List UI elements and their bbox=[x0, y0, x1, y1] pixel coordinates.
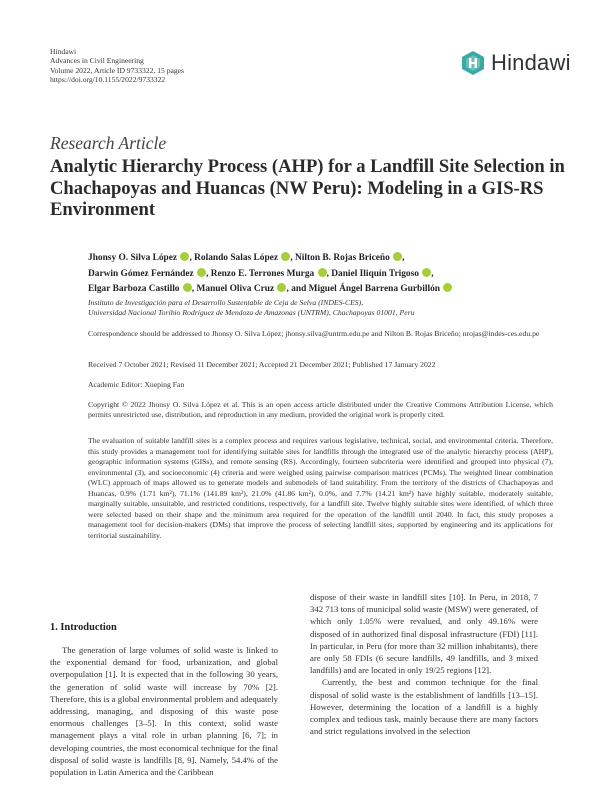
publisher-name: Hindawi bbox=[50, 47, 77, 56]
logo-text: Hindawi bbox=[491, 50, 571, 75]
paragraph: Currently, the best and common technique for the final disposal of solid waste is the establishment of landfills [13–15]. However, determining the location of a landfill is a highly complex and tedious task, mainly because there are many factors and strict regulations involved in the selection bbox=[310, 677, 538, 737]
author-name: Miguel Ángel Barrena Gurbillón bbox=[308, 284, 440, 294]
copyright-notice: Copyright © 2022 Jhonsy O. Silva López et al. This is an open access article distributed under the Creative Commons Attribution License, which permits unrestricted use, distribution, and reproduction in any medium, provided the original work is properly cited. bbox=[88, 400, 553, 420]
hindawi-logo-icon bbox=[460, 50, 486, 76]
affiliations bbox=[88, 298, 553, 319]
article-type: Research Article bbox=[50, 133, 167, 153]
author-entry: Daniel Iliquín Trigoso , bbox=[331, 268, 434, 279]
author-name: Rolando Salas López bbox=[194, 253, 278, 263]
paragraph: The generation of large volumes of solid waste is linked to the exponential demand for food, urbanization, and global overpopulation [1]. It is expected that in the following 30 years, the generation of solid waste will increase by 70% [2]. Therefore, this is a global environmental problem and adequately addressing, managing, and disposing of this waste pose enormous challenges [3–5]. In this context, solid waste management plays a vital role in urban planning [6, 7]; in developing countries, the most economical technique for the final disposal of solid waste is landfills [8, 9]. Namely, 54.4% of the population in Latin America and the Caribbean bbox=[50, 645, 278, 778]
orcid-icon[interactable] bbox=[393, 252, 402, 261]
affiliation-line: Instituto de Investigación para el Desarrollo Sustentable de Ceja de Selva (INDES-CES), bbox=[88, 298, 364, 307]
author-entry: Manuel Oliva Cruz , and bbox=[196, 284, 307, 294]
author-name: Manuel Oliva Cruz bbox=[196, 284, 275, 294]
author-entry: Rolando Salas López , bbox=[194, 253, 293, 263]
orcid-icon[interactable] bbox=[318, 268, 327, 277]
orcid-icon[interactable] bbox=[281, 252, 290, 261]
orcid-icon[interactable] bbox=[183, 283, 192, 292]
author-entry: Renzo E. Terrones Murga , bbox=[210, 268, 329, 279]
hindawi-logo bbox=[460, 50, 571, 76]
author-entry: Jhonsy O. Silva López , bbox=[88, 253, 192, 263]
correspondence: Correspondence should be addressed to Jhonsy O. Silva López; jhonsy.silva@untrm.edu.pe and Nilton B. Rojas Briceño; nrojas@indes-ces.edu.pe bbox=[88, 329, 540, 338]
abstract-text: The evaluation of suitable landfill sites is a complex process and requires various legislative, technical, social, and environmental criteria. Therefore, this study provides a management tool for identifying suitable sites for landfills through the integrated use of the analytic hierarchy process (AHP), geographic information systems (GISs), and remote sensing (RS). Accordingly, fourteen subcriteria were identified and grouped into physical (7), environmental (3), and socioeconomic (4) criteria and were weighed using pairwise comparison matrices (PCMs). The weighted linear combination (WLC) approach of maps allowed us to generate models and submodels of land suitability. From the territory of the districts of Chachapoyas and Huancas, 0.9% (1.71 km²), 71.1% (141.89 km²), 21.0% (41.86 km²), 0.0%, and 7.7% (14.21 km²) have highly suitable, moderately suitable, marginally suitable, unsuitable, and restricted conditions, respectively, for a landfill site. Twelve highly suitable sites were identified, of which three were selected based on their shape and the minimum area required for the operation of the landfill until 2040. In fact, this study proposes a management tool for decision-makers (DMs) that improve the process of selecting landfill sites, supported by engineering and its applications for territorial sustainability. bbox=[88, 436, 553, 540]
academic-editor: Academic Editor: Xueping Fan bbox=[88, 380, 185, 389]
journal-name: Advances in Civil Engineering bbox=[50, 56, 144, 66]
author-entry bbox=[309, 284, 453, 294]
author-name: Jhonsy O. Silva López bbox=[88, 253, 178, 263]
author-name: Darwin Gómez Fernández bbox=[88, 268, 194, 279]
paragraph: dispose of their waste in landfill sites [10]. In Peru, in 2018, 7 342 713 tons of municipal solid waste (MSW) were generated, of which only 1.05% were revalued, and only 49.16% were disposed of in authorized final disposal infrastructure (FDI) [11]. In particular, in Peru (for more than 32 million inhabitants), there are only 58 FDIs (6 secure landfills, 49 landfills, and 3 mixed landfills) and are located in only 19/25 regions [12]. bbox=[310, 592, 538, 676]
journal-header bbox=[50, 47, 184, 85]
author-name: Renzo E. Terrones Murga bbox=[210, 268, 315, 279]
author-entry: Nilton B. Rojas Briceño , bbox=[295, 253, 405, 263]
orcid-icon[interactable] bbox=[197, 268, 206, 277]
doi-link[interactable]: https://doi.org/10.1155/2022/9733322 bbox=[50, 75, 166, 85]
author-name: Daniel Iliquín Trigoso bbox=[331, 268, 419, 279]
author-entry: Darwin Gómez Fernández , bbox=[88, 268, 209, 279]
section-heading-introduction: 1. Introduction bbox=[50, 622, 117, 633]
author-name: Elgar Barboza Castillo bbox=[88, 284, 180, 294]
affiliation-line: Universidad Nacional Toribio Rodríguez de Mendoza de Amazonas (UNTRM), Chachapoyas 01001, Peru bbox=[88, 308, 415, 318]
left-column bbox=[50, 644, 278, 778]
author-name: Nilton B. Rojas Briceño bbox=[295, 253, 390, 263]
publication-dates: Received 7 October 2021; Revised 11 December 2021; Accepted 21 December 2021; Published 17 January 2022 bbox=[88, 360, 436, 369]
volume-line: Volume 2022, Article ID 9733322, 15 pages bbox=[50, 65, 184, 75]
author-entry: Elgar Barboza Castillo , bbox=[88, 284, 195, 294]
author-list bbox=[88, 251, 558, 298]
article-title: Analytic Hierarchy Process (AHP) for a Landfill Site Selection in Chachapoyas and Huancas (NW Peru): Modeling in a GIS-RS Environment bbox=[50, 156, 565, 220]
orcid-icon[interactable] bbox=[422, 268, 431, 277]
orcid-icon[interactable] bbox=[443, 283, 452, 292]
right-column bbox=[310, 591, 538, 737]
